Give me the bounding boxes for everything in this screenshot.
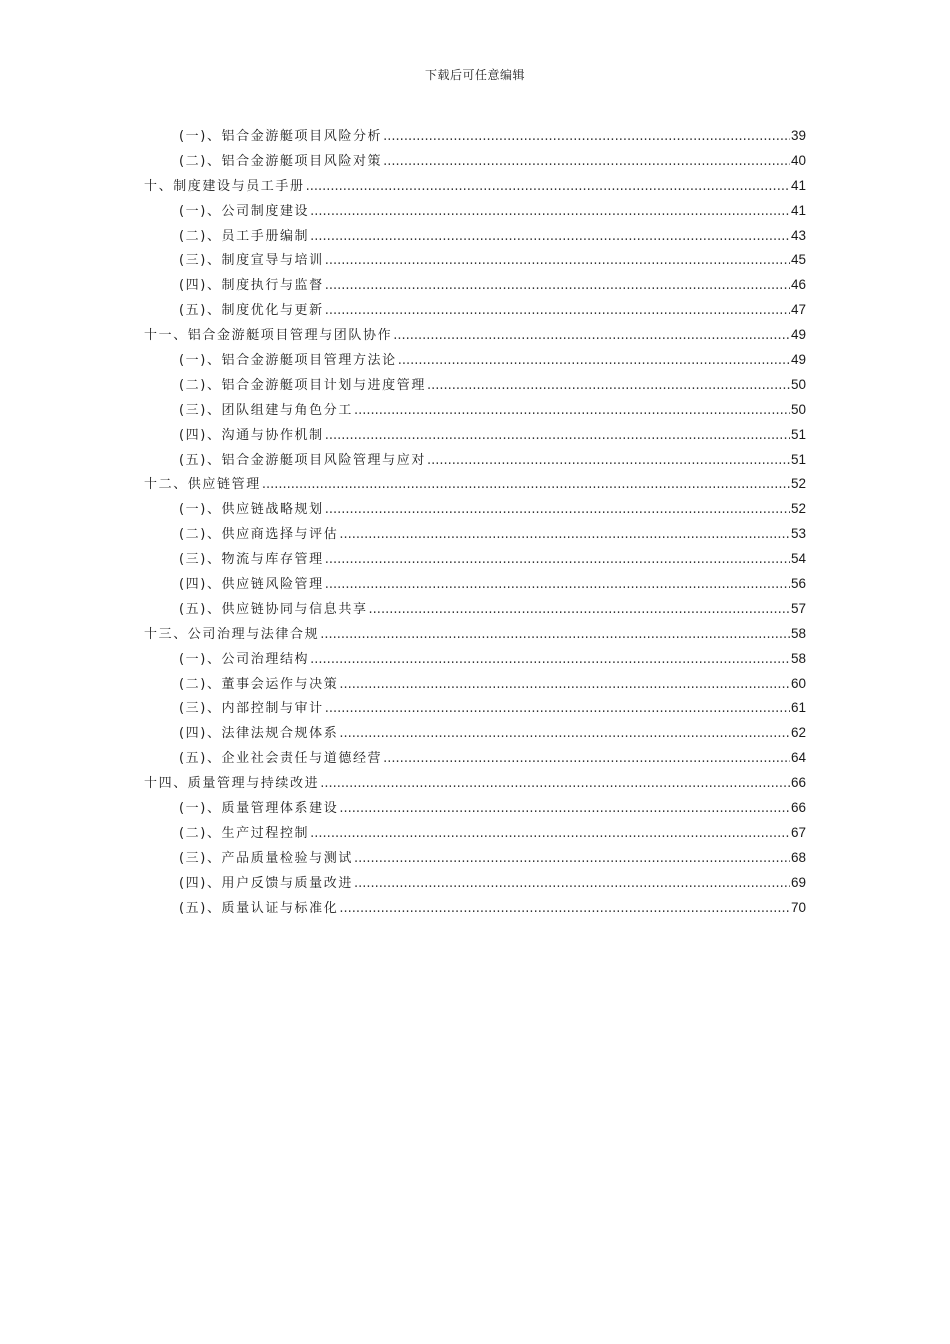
toc-entry-title: (五)、供应链协同与信息共享 bbox=[179, 601, 368, 617]
toc-section-entry[interactable] bbox=[144, 224, 806, 249]
toc-entry-title: (三)、产品质量检验与测试 bbox=[179, 850, 353, 866]
toc-entry-title: (一)、公司制度建设 bbox=[179, 203, 310, 219]
toc-page-number: 58 bbox=[790, 650, 806, 666]
toc-chapter-entry[interactable] bbox=[144, 174, 806, 199]
toc-dot-leader bbox=[325, 498, 790, 523]
toc-dot-leader bbox=[325, 424, 790, 449]
toc-section-entry[interactable] bbox=[144, 423, 806, 448]
toc-page-number: 40 bbox=[790, 152, 806, 168]
toc-page-number: 49 bbox=[790, 327, 806, 343]
toc-entry-title: (三)、制度宣导与培训 bbox=[179, 253, 324, 269]
toc-page-number: 66 bbox=[790, 775, 806, 791]
toc-section-entry[interactable] bbox=[144, 746, 806, 771]
toc-dot-leader bbox=[339, 722, 790, 747]
toc-entry-title: (一)、公司治理结构 bbox=[179, 651, 310, 667]
toc-dot-leader bbox=[325, 548, 790, 573]
toc-page-number: 45 bbox=[790, 252, 806, 268]
toc-entry-title: (四)、用户反馈与质量改进 bbox=[179, 875, 353, 891]
toc-chapter-entry[interactable] bbox=[144, 472, 806, 497]
toc-entry-title: (四)、供应链风险管理 bbox=[179, 577, 324, 593]
toc-dot-leader bbox=[339, 797, 790, 822]
toc-dot-leader bbox=[354, 847, 790, 872]
toc-entry-title: (二)、员工手册编制 bbox=[179, 228, 310, 244]
toc-page-number: 68 bbox=[790, 849, 806, 865]
toc-chapter-entry[interactable] bbox=[144, 622, 806, 647]
table-of-contents bbox=[144, 124, 806, 921]
toc-page-number: 49 bbox=[790, 352, 806, 368]
toc-page-number: 52 bbox=[790, 476, 806, 492]
toc-page-number: 67 bbox=[790, 824, 806, 840]
toc-section-entry[interactable] bbox=[144, 572, 806, 597]
toc-entry-title: (二)、生产过程控制 bbox=[179, 825, 310, 841]
toc-entry-title: (五)、质量认证与标准化 bbox=[179, 900, 339, 916]
toc-section-entry[interactable] bbox=[144, 373, 806, 398]
toc-page-number: 39 bbox=[790, 128, 806, 143]
toc-dot-leader bbox=[339, 673, 790, 698]
toc-dot-leader bbox=[320, 623, 790, 648]
toc-entry-title: (二)、董事会运作与决策 bbox=[179, 676, 339, 692]
toc-dot-leader bbox=[262, 473, 790, 498]
toc-entry-title: (五)、企业社会责任与道德经营 bbox=[179, 751, 383, 767]
toc-section-entry[interactable] bbox=[144, 298, 806, 323]
toc-entry-title: (四)、制度执行与监督 bbox=[179, 278, 324, 294]
toc-page-number: 70 bbox=[790, 899, 806, 915]
toc-section-entry[interactable] bbox=[144, 871, 806, 896]
toc-section-entry[interactable] bbox=[144, 273, 806, 298]
toc-dot-leader bbox=[369, 598, 790, 623]
toc-dot-leader bbox=[383, 125, 790, 150]
toc-page-number: 47 bbox=[790, 302, 806, 318]
toc-dot-leader bbox=[383, 150, 790, 175]
toc-dot-leader bbox=[339, 523, 790, 548]
toc-section-entry[interactable] bbox=[144, 796, 806, 821]
toc-page-number: 53 bbox=[790, 526, 806, 542]
toc-dot-leader bbox=[427, 374, 790, 399]
toc-page-number: 46 bbox=[790, 277, 806, 293]
toc-dot-leader bbox=[325, 573, 790, 598]
toc-entry-title: (四)、法律法规合规体系 bbox=[179, 726, 339, 742]
toc-dot-leader bbox=[325, 299, 790, 324]
toc-chapter-entry[interactable] bbox=[144, 771, 806, 796]
toc-section-entry[interactable] bbox=[144, 522, 806, 547]
toc-section-entry[interactable] bbox=[144, 696, 806, 721]
toc-dot-leader bbox=[354, 872, 790, 897]
toc-dot-leader bbox=[339, 897, 790, 922]
toc-page-number: 51 bbox=[790, 451, 806, 467]
toc-section-entry[interactable] bbox=[144, 721, 806, 746]
toc-section-entry[interactable] bbox=[144, 248, 806, 273]
toc-chapter-entry[interactable] bbox=[144, 323, 806, 348]
toc-entry-title: (一)、铝合金游艇项目管理方法论 bbox=[179, 353, 397, 369]
toc-section-entry[interactable] bbox=[144, 597, 806, 622]
toc-page-number: 41 bbox=[790, 177, 806, 193]
toc-entry-title: (四)、沟通与协作机制 bbox=[179, 427, 324, 443]
toc-page-number: 54 bbox=[790, 551, 806, 567]
toc-dot-leader bbox=[354, 399, 790, 424]
toc-entry-title: 十、制度建设与员工手册 bbox=[144, 178, 305, 194]
toc-section-entry[interactable] bbox=[144, 348, 806, 373]
toc-section-entry[interactable] bbox=[144, 821, 806, 846]
toc-page-number: 51 bbox=[790, 426, 806, 442]
toc-entry-title: (三)、内部控制与审计 bbox=[179, 701, 324, 717]
toc-entry-title: (二)、铝合金游艇项目风险对策 bbox=[179, 153, 383, 169]
toc-page-number: 58 bbox=[790, 625, 806, 641]
toc-dot-leader bbox=[310, 822, 790, 847]
toc-section-entry[interactable] bbox=[144, 896, 806, 921]
toc-dot-leader bbox=[325, 697, 790, 722]
toc-section-entry[interactable] bbox=[144, 149, 806, 174]
toc-entry-title: (三)、团队组建与角色分工 bbox=[179, 402, 353, 418]
toc-entry-title: (三)、物流与库存管理 bbox=[179, 552, 324, 568]
toc-dot-leader bbox=[310, 225, 790, 250]
toc-section-entry[interactable] bbox=[144, 497, 806, 522]
toc-section-entry[interactable] bbox=[144, 672, 806, 697]
toc-page-number: 50 bbox=[790, 376, 806, 392]
toc-section-entry[interactable] bbox=[144, 199, 806, 224]
toc-dot-leader bbox=[393, 324, 790, 349]
toc-page-number: 56 bbox=[790, 576, 806, 592]
toc-section-entry[interactable] bbox=[144, 124, 806, 149]
toc-page-number: 62 bbox=[790, 725, 806, 741]
toc-dot-leader bbox=[320, 772, 790, 797]
toc-page-number: 50 bbox=[790, 401, 806, 417]
toc-page-number: 66 bbox=[790, 800, 806, 816]
toc-dot-leader bbox=[310, 648, 790, 673]
toc-entry-title: (二)、供应商选择与评估 bbox=[179, 527, 339, 543]
toc-entry-title: 十四、质量管理与持续改进 bbox=[144, 776, 320, 792]
page-header: 下载后可任意编辑 bbox=[424, 68, 525, 82]
toc-dot-leader bbox=[398, 349, 790, 374]
toc-dot-leader bbox=[325, 249, 790, 274]
toc-dot-leader bbox=[427, 449, 790, 474]
toc-page-number: 64 bbox=[790, 750, 806, 766]
toc-entry-title: (一)、质量管理体系建设 bbox=[179, 801, 339, 817]
toc-section-entry[interactable] bbox=[144, 846, 806, 871]
toc-entry-title: (二)、铝合金游艇项目计划与进度管理 bbox=[179, 377, 426, 393]
toc-page-number: 43 bbox=[790, 227, 806, 243]
toc-entry-title: (五)、铝合金游艇项目风险管理与应对 bbox=[179, 452, 426, 468]
toc-page-number: 61 bbox=[790, 700, 806, 716]
toc-section-entry[interactable] bbox=[144, 547, 806, 572]
toc-page-number: 60 bbox=[790, 675, 806, 691]
toc-entry-title: (五)、制度优化与更新 bbox=[179, 303, 324, 319]
toc-dot-leader bbox=[383, 747, 790, 772]
toc-dot-leader bbox=[310, 200, 790, 225]
toc-section-entry[interactable] bbox=[144, 398, 806, 423]
toc-section-entry[interactable] bbox=[144, 647, 806, 672]
toc-page-number: 57 bbox=[790, 600, 806, 616]
toc-entry-title: (一)、铝合金游艇项目风险分析 bbox=[179, 129, 383, 144]
toc-entry-title: 十三、公司治理与法律合规 bbox=[144, 626, 320, 642]
toc-dot-leader bbox=[306, 175, 790, 200]
toc-page-number: 52 bbox=[790, 501, 806, 517]
toc-page-number: 69 bbox=[790, 874, 806, 890]
toc-entry-title: 十二、供应链管理 bbox=[144, 477, 261, 493]
toc-section-entry[interactable] bbox=[144, 448, 806, 473]
toc-entry-title: 十一、铝合金游艇项目管理与团队协作 bbox=[144, 328, 393, 344]
toc-page-number: 41 bbox=[790, 202, 806, 218]
toc-dot-leader bbox=[325, 274, 790, 299]
toc-entry-title: (一)、供应链战略规划 bbox=[179, 502, 324, 518]
